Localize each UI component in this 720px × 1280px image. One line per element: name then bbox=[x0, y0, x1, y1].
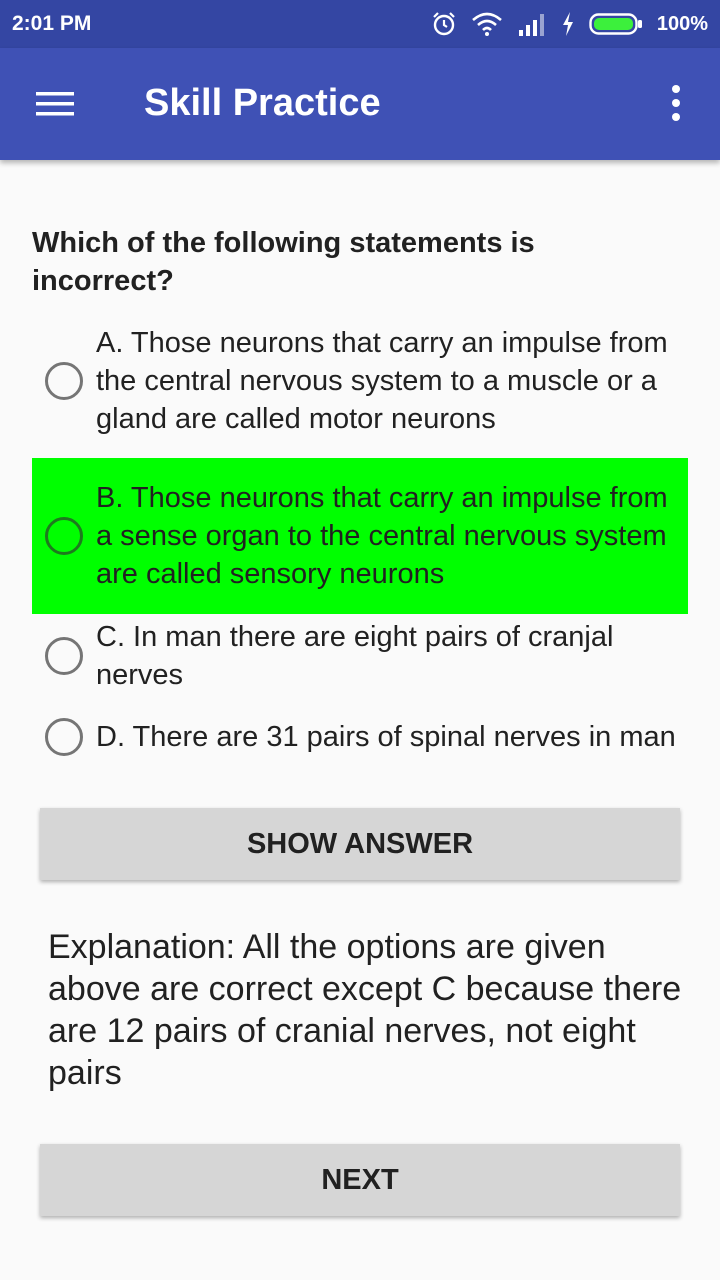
option-b-label: B. Those neurons that carry an impulse from a sense organ to the central nervous system are called sensory neurons bbox=[96, 482, 668, 590]
status-icons bbox=[431, 11, 708, 37]
option-a[interactable] bbox=[32, 304, 688, 458]
radio-button[interactable] bbox=[32, 618, 96, 694]
app-bar bbox=[0, 48, 720, 160]
option-a-label: A. Those neurons that carry an impulse from the central nervous system to a muscle or a gland are called motor neurons bbox=[96, 327, 668, 435]
hamburger-menu-icon[interactable] bbox=[36, 88, 76, 120]
signal-icon bbox=[517, 12, 547, 36]
explanation-text: Explanation: All the options are given above are correct except C because there are 12 pairs of cranial nerves, not eight pairs bbox=[48, 928, 682, 1092]
option-b[interactable] bbox=[32, 458, 688, 614]
battery-icon bbox=[589, 12, 643, 36]
option-d-label: D. There are 31 pairs of spinal nerves in man bbox=[96, 721, 676, 753]
battery-percent: 100% bbox=[656, 12, 708, 35]
status-bar bbox=[0, 0, 720, 48]
question-text: Which of the following statements is incorrect? bbox=[32, 227, 535, 297]
option-c[interactable] bbox=[32, 618, 688, 694]
option-d[interactable] bbox=[32, 699, 688, 775]
status-time: 2:01 PM bbox=[12, 12, 92, 35]
charging-icon bbox=[561, 12, 575, 36]
more-vert-icon[interactable] bbox=[662, 84, 690, 124]
alarm-icon bbox=[431, 11, 457, 37]
next-button[interactable]: NEXT bbox=[40, 1144, 680, 1216]
radio-button[interactable] bbox=[32, 699, 96, 775]
wifi-icon bbox=[471, 12, 503, 36]
radio-button[interactable] bbox=[32, 458, 96, 614]
option-c-label: C. In man there are eight pairs of cranjal nerves bbox=[96, 621, 614, 691]
show-answer-button[interactable]: SHOW ANSWER bbox=[40, 808, 680, 880]
app-title: Skill Practice bbox=[144, 82, 381, 124]
radio-button[interactable] bbox=[32, 304, 96, 458]
